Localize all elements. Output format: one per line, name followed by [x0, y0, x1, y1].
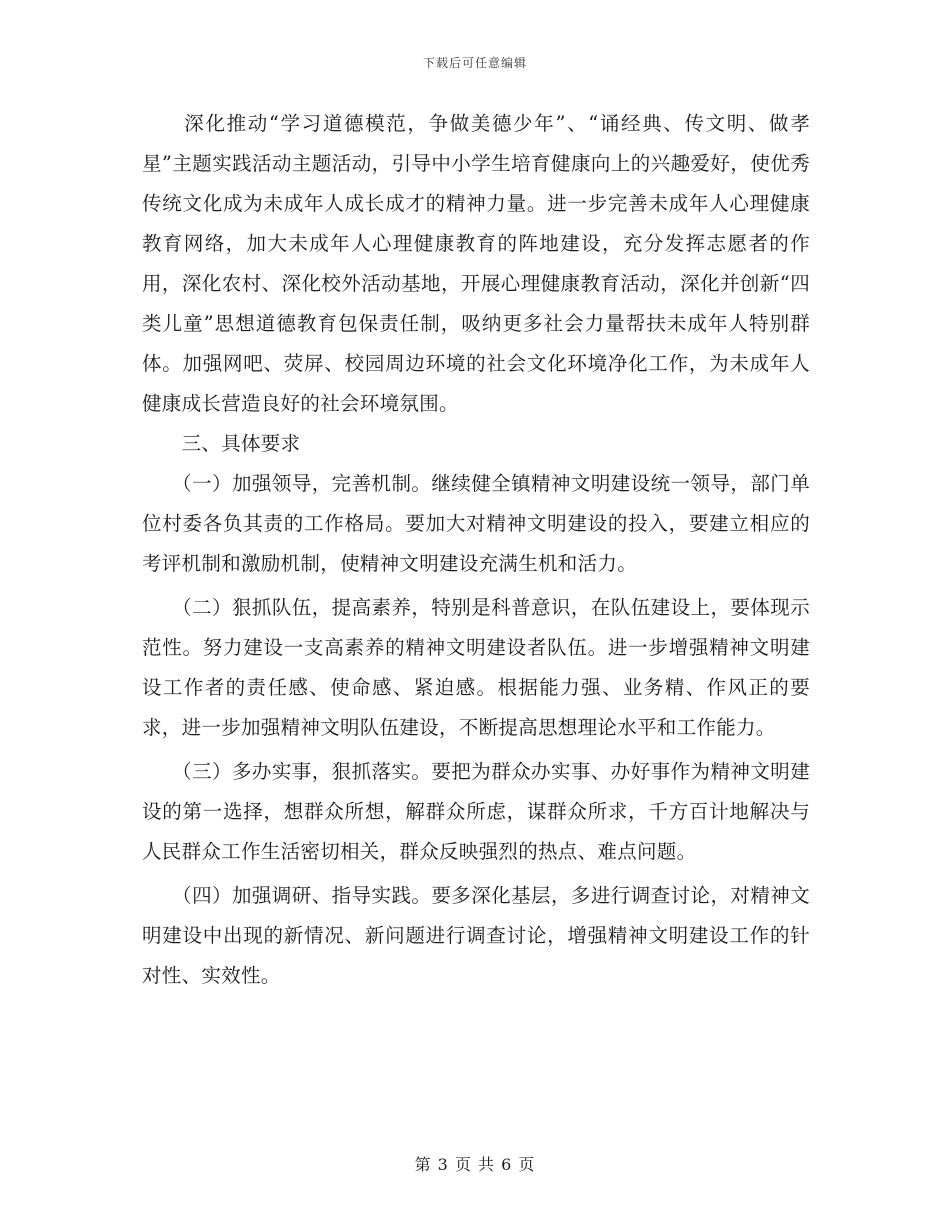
- paragraph-requirement-2: （二）狠抓队伍，提高素养，特别是科普意识，在队伍建设上，要体现示范性。努力建设一支高素养的精神文明建设者队伍。进一步增强精神文明建设工作者的责任感、使命感、紧迫感。根据能力强、业务精、作风正的要求，进一步加强精神文明队伍建设，不断提高思想理论水平和工作能力。: [142, 596, 810, 739]
- paragraph-requirement-1: （一）加强领导，完善机制。继续健全镇精神文明建设统一领导，部门单位村委各负其责的工作格局。要加大对精神文明建设的投入，要建立相应的考评机制和激励机制，使精神文明建设充满生机和活力。: [142, 472, 810, 575]
- page-header: 下载后可任意编辑: [422, 56, 527, 70]
- document-body: [142, 104, 810, 996]
- section-heading-requirements: 三、具体要求: [142, 432, 301, 455]
- page-number-footer: 第 3 页 共 6 页: [414, 1155, 536, 1174]
- paragraph-moral-education: 深化推动“学习道德模范，争做美德少年”、“诵经典、传文明、做孝星”主题实践活动主题活动，引导中小学生培育健康向上的兴趣爱好，使优秀传统文化成为未成年人成长成才的精神力量。进一步完善未成年人心理健康教育网络，加大未成年人心理健康教育的阵地建设，充分发挥志愿者的作用，深化农村、深化校外活动基地，开展心理健康教育活动，深化并创新“四类儿童”思想道德教育包保责任制，吸纳更多社会力量帮扶未成年人特别群体。加强网吧、荧屏、校园周边环境的社会文化环境净化工作，为未成年人健康成长营造良好的社会环境氛围。: [142, 112, 810, 415]
- paragraph-requirement-4: （四）加强调研、指导实践。要多深化基层，多进行调查讨论，对精神文明建设中出现的新情况、新问题进行调查讨论，增强精神文明建设工作的针对性、实效性。: [142, 884, 810, 987]
- paragraph-requirement-3: （三）多办实事，狠抓落实。要把为群众办实事、办好事作为精神文明建设的第一选择，想群众所想，解群众所虑，谋群众所求，千方百计地解决与人民群众工作生活密切相关，群众反映强烈的热点、难点问题。: [142, 760, 810, 863]
